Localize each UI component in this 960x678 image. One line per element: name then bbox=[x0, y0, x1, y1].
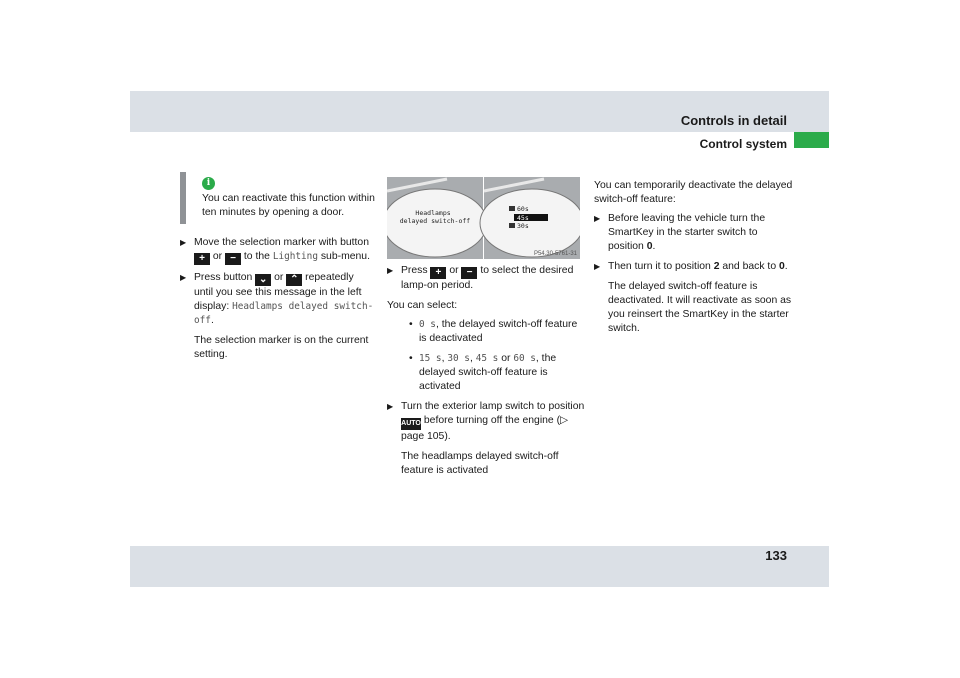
down-button-icon: ⌄ bbox=[255, 274, 271, 286]
option-label: 30s bbox=[517, 222, 529, 230]
step-move-marker: ▶ Move the selection marker with button + or − to the Lighting sub-menu. bbox=[180, 237, 370, 264]
footer-band bbox=[130, 546, 829, 587]
step-arrow-icon: ▶ bbox=[180, 273, 187, 282]
section-subtitle: Control system bbox=[699, 137, 787, 151]
select-label: You can select: bbox=[387, 300, 458, 311]
menu-name: Lighting bbox=[272, 251, 318, 262]
step-press-button: ▶ Press button ⌄ or ⌃ repeatedly until you see this message in the left display: Headlamps delayed switch-off. bbox=[180, 272, 374, 326]
result-text: The delayed switch-off feature is deactivated. It will reactivate as soon as you reinsert the SmartKey in the starter switch. bbox=[608, 281, 792, 334]
minus-button-icon: − bbox=[461, 267, 477, 279]
left-display-text: Headlamps delayed switch-off bbox=[399, 209, 471, 225]
section-title: Controls in detail bbox=[680, 113, 787, 128]
right-display-lens bbox=[480, 189, 580, 257]
page-number: 133 bbox=[765, 548, 787, 563]
plus-button-icon: + bbox=[430, 267, 446, 279]
up-button-icon: ⌃ bbox=[286, 274, 302, 286]
auto-position-icon: AUTO bbox=[401, 418, 421, 430]
step-auto-position: ▶ Turn the exterior lamp switch to position AUTO before turning off the engine (▷ page 105). bbox=[387, 401, 585, 442]
step-arrow-icon: ▶ bbox=[594, 214, 601, 223]
figure-code: P54.30-5761-31 bbox=[533, 251, 577, 257]
bullet-icon: • bbox=[409, 353, 413, 364]
step-arrow-icon: ▶ bbox=[594, 262, 601, 271]
option-label: 60s bbox=[517, 205, 529, 213]
info-icon: i bbox=[202, 177, 215, 190]
column-2 bbox=[387, 264, 587, 483]
option-label-selected: 45s bbox=[517, 214, 529, 222]
info-text: You can reactivate this function within ten minutes by opening a door. bbox=[202, 193, 375, 218]
option-bullet-on: • 15 s, 30 s, 45 s or 60 s, the delayed switch-off feature is activated bbox=[409, 353, 557, 392]
column-1 bbox=[180, 236, 374, 367]
option-bullet-off: • 0 s, the delayed switch-off feature is deactivated bbox=[409, 319, 578, 344]
result-text: The headlamps delayed switch-off feature is activated bbox=[401, 451, 559, 476]
section-tab-marker bbox=[794, 132, 829, 148]
step-select-period: ▶ Press + or − to select the desired lamp-on period. bbox=[387, 265, 574, 291]
step-arrow-icon: ▶ bbox=[387, 402, 394, 411]
plus-button-icon: + bbox=[194, 253, 210, 265]
intro-text: You can temporarily deactivate the delayed switch-off feature: bbox=[594, 180, 793, 205]
bullet-icon: • bbox=[409, 319, 413, 330]
note-text: The selection marker is on the current setting. bbox=[194, 335, 369, 360]
minus-button-icon: − bbox=[225, 253, 241, 265]
display-message: Headlamps delayed switch-off bbox=[194, 301, 374, 326]
step-arrow-icon: ▶ bbox=[180, 238, 187, 247]
display-figure bbox=[387, 177, 580, 259]
step-turn-key-2: ▶ Then turn it to position 2 and back to 0. bbox=[594, 261, 788, 272]
step-turn-key-0: ▶ Before leaving the vehicle turn the SmartKey in the starter switch to position 0. bbox=[594, 213, 766, 252]
info-box bbox=[180, 172, 378, 224]
column-3 bbox=[594, 179, 794, 341]
step-arrow-icon: ▶ bbox=[387, 266, 394, 275]
